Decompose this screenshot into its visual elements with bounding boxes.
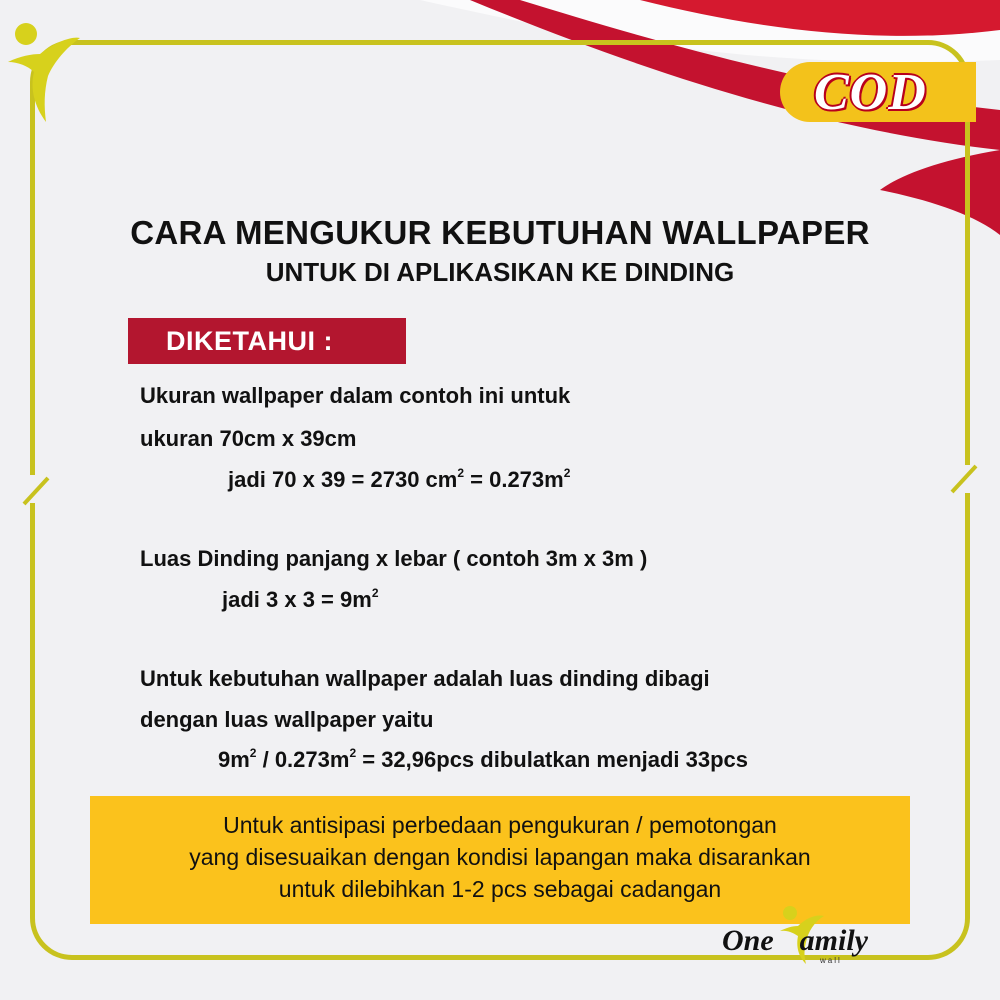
logo-text-a: One <box>722 924 774 957</box>
need-calc-b: / 0.273m <box>256 747 350 772</box>
need-line-1: Untuk kebutuhan wallpaper adalah luas dinding dibagi <box>140 666 710 691</box>
brand-figure-icon <box>0 14 80 124</box>
need-calc-exp-2: 2 <box>349 745 357 760</box>
wall-calc-text: jadi 3 x 3 = 9m <box>222 587 372 612</box>
note-line-1: Untuk antisipasi perbedaan pengukuran / pemotongan <box>223 812 777 838</box>
need-calc-exp-1: 2 <box>249 745 257 760</box>
frame-break-left-icon <box>18 470 54 510</box>
wallpaper-calc-b: = 0.273m <box>464 467 564 492</box>
page-title: CARA MENGUKUR KEBUTUHAN WALLPAPER <box>130 214 870 251</box>
logo-text <box>722 924 868 958</box>
cod-badge <box>780 62 976 122</box>
brand-logo <box>716 904 926 978</box>
logo-text-b: amily <box>799 924 868 957</box>
frame-break-right-icon <box>946 458 982 498</box>
wallpaper-calc-exp-1: 2 <box>457 465 465 480</box>
wallpaper-calc-a: jadi 70 x 39 = 2730 cm <box>228 467 458 492</box>
cod-label: COD <box>814 63 927 121</box>
note-line-3: untuk dilebihkan 1-2 pcs sebagai cadangan <box>278 876 722 902</box>
known-label <box>128 318 406 364</box>
wall-calc-exp: 2 <box>371 585 379 600</box>
need-calc <box>218 747 748 773</box>
wallpaper-calc <box>228 467 570 493</box>
known-label-text: DIKETAHUI : <box>166 325 333 356</box>
need-line-2: dengan luas wallpaper yaitu <box>140 707 434 732</box>
logo-subtext: wall <box>820 956 842 965</box>
need-calc-a: 9m <box>218 747 250 772</box>
wallpaper-line-1: Ukuran wallpaper dalam contoh ini untuk <box>140 383 571 408</box>
wallpaper-line-2: ukuran 70cm x 39cm <box>140 426 357 451</box>
wallpaper-calc-exp-2: 2 <box>563 465 571 480</box>
wall-calc <box>222 587 379 613</box>
page-subtitle: UNTUK DI APLIKASIKAN KE DINDING <box>265 257 735 287</box>
note-line-2: yang disesuaikan dengan kondisi lapangan maka disarankan <box>189 844 811 870</box>
need-calc-c: = 32,96pcs dibulatkan menjadi 33pcs <box>356 747 749 772</box>
wall-line-1: Luas Dinding panjang x lebar ( contoh 3m x 3m ) <box>140 546 648 571</box>
